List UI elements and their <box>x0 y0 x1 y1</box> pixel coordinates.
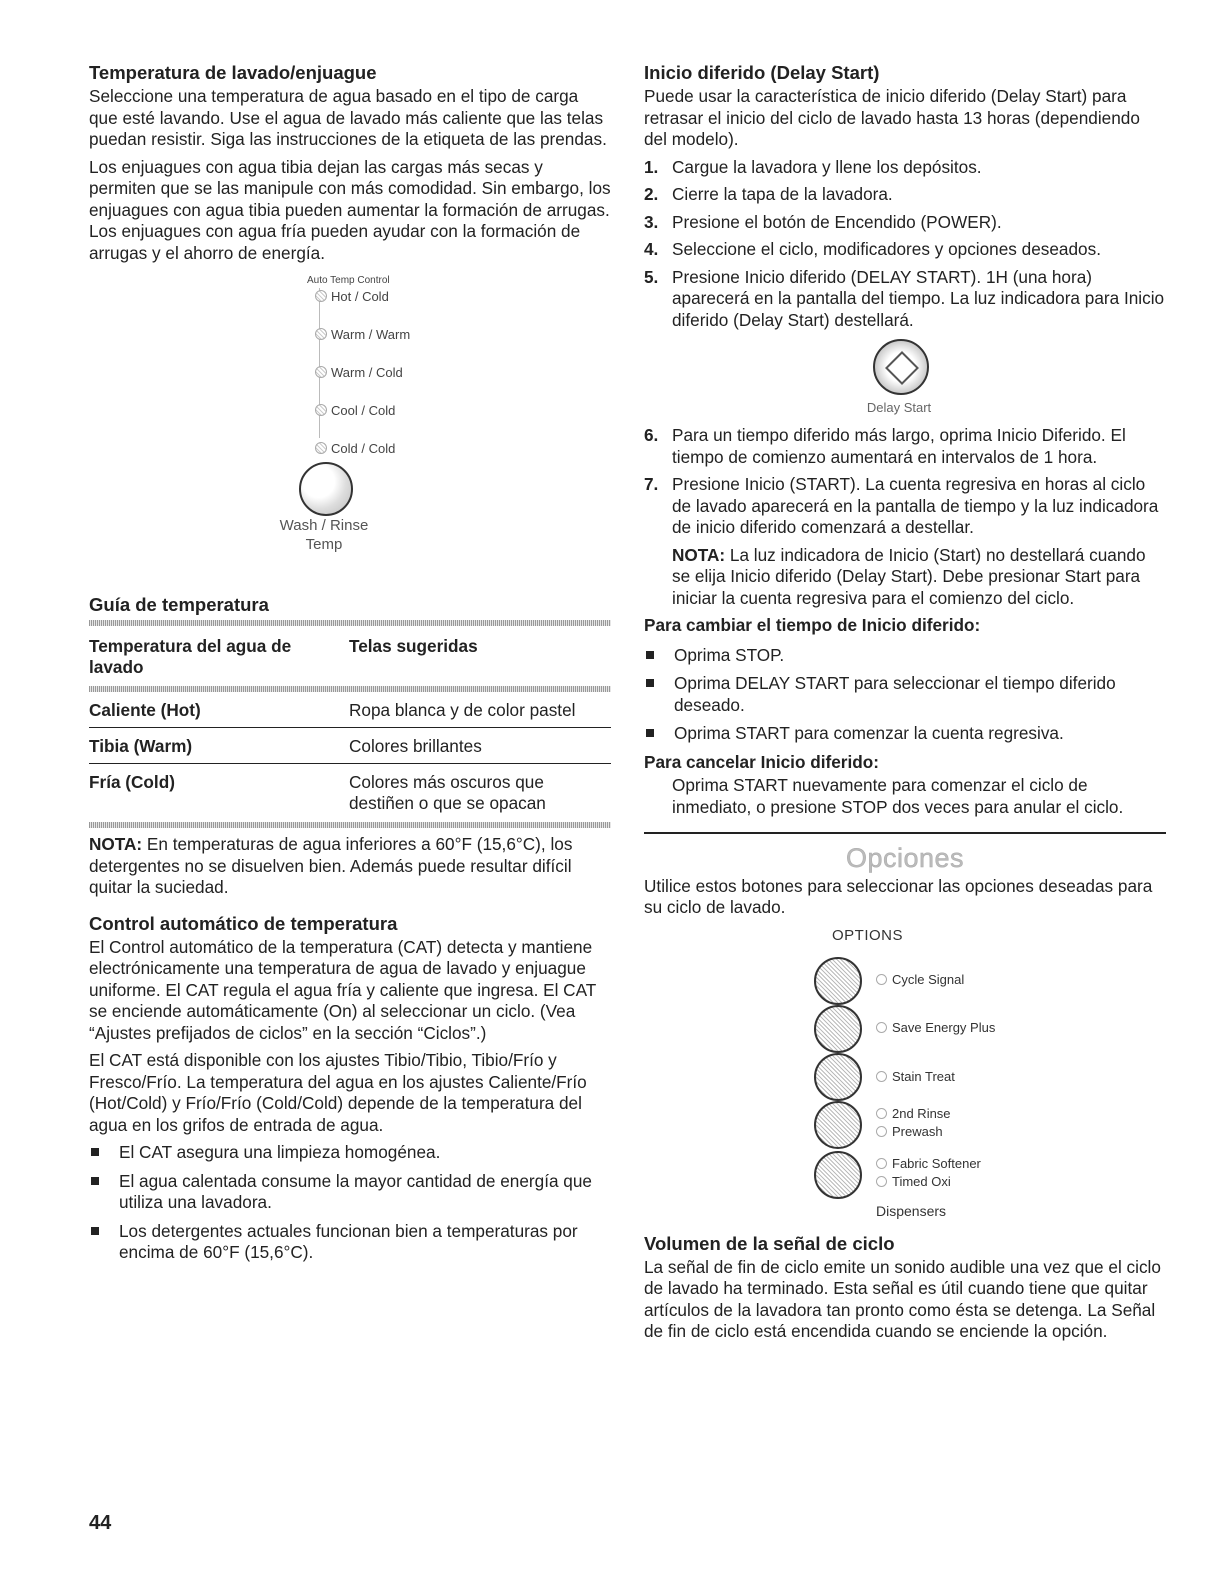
cancel-delay-heading: Para cancelar Inicio diferido: <box>644 751 879 772</box>
section-divider <box>644 832 1166 834</box>
list-item: 5. Presione Inicio diferido (DELAY START). 1H (una hora) aparecerá en la pantalla del tiempo. La luz indicadora para Inicio diferido (Delay Start) destellará. <box>644 266 1165 330</box>
list-item: 4. Seleccione el ciclo, modificadores y opciones deseados. <box>644 239 1101 259</box>
delay-start-steps <box>644 157 1166 332</box>
cat-paragraph-1: El Control automático de la temperatura (CAT) detecta y mantiene electrónicamente una temperatura de agua de lavado y enjuague uniforme. El CAT regula el agua fría y caliente que ingresa. El CAT se enciende automáticamente (On) al seleccionar un ciclo. (Vea “Ajustes prefijados de ciclos” en la sección “Ciclos”.) <box>89 936 596 1043</box>
clock-icon <box>885 351 919 385</box>
row-fabric: Colores más oscuros que destiñen o que se opacan <box>349 772 546 813</box>
delay-start-intro: Puede usar la característica de inicio diferido (Delay Start) para retrasar el inicio del ciclo de lavado hasta 13 horas (dependiendo del modelo). <box>644 86 1140 149</box>
guide-bottom-rule <box>89 822 611 828</box>
knob-label: Wash / Rinse Temp <box>279 517 369 553</box>
dispenser-labels: Fabric Softener Timed Oxi <box>876 1155 981 1191</box>
indicator-light-icon <box>315 290 327 302</box>
save-energy-button-icon <box>814 1005 862 1053</box>
indicator-light-icon <box>876 1071 887 1082</box>
table-row <box>89 764 611 821</box>
auto-temp-control-heading: Control automático de temperatura <box>89 912 398 934</box>
list-item: 6. Para un tiempo diferido más largo, oprima Inicio Diferido. El tiempo de comienzo aumentará en intervalos de 1 hora. <box>644 425 1126 467</box>
delay-start-figure <box>644 339 1166 417</box>
col-header-fabric: Telas sugeridas <box>349 636 478 656</box>
indicator-light-icon <box>876 1022 887 1033</box>
list-item: 3. Presione el botón de Encendido (POWER). <box>644 211 1002 232</box>
indicator-light-icon <box>315 366 327 378</box>
indicator-light-icon <box>315 404 327 416</box>
table-row <box>89 728 611 764</box>
opciones-intro: Utilice estos botones para seleccionar las opciones deseadas para su ciclo de lavado. <box>644 875 1153 917</box>
row-fabric: Colores brillantes <box>349 728 611 764</box>
delay-note: NOTA: La luz indicadora de Inicio (Start) no destellará cuando se elija Inicio diferido (Delay Start). Debe presionar Start para iniciar la cuenta regresiva para el comienzo del ciclo. <box>672 544 1146 608</box>
list-item: Oprima START para comenzar la cuenta regresiva. <box>644 723 1166 745</box>
temp-guide-heading: Guía de temperatura <box>89 594 269 615</box>
stain-treat-button-icon <box>814 1053 862 1101</box>
cycle-signal-heading: Volumen de la señal de ciclo <box>644 1232 895 1254</box>
indicator-light-icon <box>315 328 327 340</box>
row-temp: Caliente (Hot) <box>89 696 349 728</box>
list-item: 1. Cargue la lavadora y llene los depósitos. <box>644 156 982 177</box>
guide-note: NOTA: En temperaturas de agua inferiores a 60°F (15,6°C), los detergentes no se disuelven bien. Además puede resultar difícil quitar la suciedad. <box>89 834 573 897</box>
temp-guide-table <box>89 632 611 684</box>
cancel-delay-text: Oprima START nuevamente para comenzar el ciclo de inmediato, o presione STOP dos veces para anular el ciclo. <box>672 775 1124 817</box>
indicator-light-icon <box>876 1108 887 1119</box>
stain-treat-label: Stain Treat <box>876 1068 955 1086</box>
right-column <box>644 62 1166 1349</box>
option-warm-cold: Warm / Cold <box>315 362 403 384</box>
list-item: 2. Cierre la tapa de la lavadora. <box>644 184 893 204</box>
auto-temp-control-label: Auto Temp Control <box>307 275 390 286</box>
change-delay-heading: Para cambiar el tiempo de Inicio diferido: <box>644 615 981 635</box>
rinse-prewash-button-icon <box>814 1101 862 1149</box>
list-item: El agua calentada consume la mayor cantidad de energía que utiliza una lavadora. <box>89 1171 611 1214</box>
temperature-guide <box>89 594 611 899</box>
delay-start-fig-label: Delay Start <box>866 400 932 415</box>
dispensers-label: Dispensers <box>876 1202 947 1219</box>
option-hot-cold: Hot / Cold <box>315 286 389 308</box>
list-item: 7. Presione Inicio (START). La cuenta regresiva en horas al ciclo de lavado aparecerá en la pantalla de tiempo y la luz indicadora de inicio diferido comenzará a destellar. <box>644 474 1159 537</box>
change-delay-list <box>644 645 1166 745</box>
dispensers-button-icon <box>814 1151 862 1199</box>
list-item: Oprima STOP. <box>644 645 1166 667</box>
option-warm-warm: Warm / Warm <box>315 324 410 346</box>
row-temp: Fría (Cold) <box>89 772 175 792</box>
delay-start-steps-continued <box>644 425 1166 539</box>
list-item: El CAT asegura una limpieza homogénea. <box>89 1142 611 1164</box>
wash-rinse-temp-heading: Temperatura de lavado/enjuague <box>89 62 377 83</box>
col-header-temp: Temperatura del agua de lavado <box>89 636 292 677</box>
options-panel-figure <box>644 925 1166 1219</box>
save-energy-label: Save Energy Plus <box>876 1019 995 1037</box>
wash-temp-paragraph-1: Seleccione una temperatura de agua basado en el tipo de carga que esté lavando. Use el agua de lavado más caliente que las telas puedan resistir. Siga las instrucciones de la etiqueta de las prendas. <box>89 86 607 149</box>
options-panel-title: OPTIONS <box>832 926 904 944</box>
cycle-signal-label: Cycle Signal <box>876 971 964 989</box>
opciones-heading: Opciones <box>845 843 965 873</box>
indicator-light-icon <box>315 442 327 454</box>
cat-bullet-list <box>89 1142 611 1264</box>
delay-start-heading: Inicio diferido (Delay Start) <box>644 62 880 83</box>
cycle-signal-button-icon <box>814 957 862 1005</box>
guide-header-rule <box>89 686 611 692</box>
delay-start-button-icon <box>873 339 929 395</box>
table-header-row <box>89 632 611 684</box>
list-item: Oprima DELAY START para seleccionar el tiempo diferido deseado. <box>644 673 1166 716</box>
indicator-light-icon <box>876 1158 887 1169</box>
cat-paragraph-2: El CAT está disponible con los ajustes Tibio/Tibio, Tibio/Frío y Fresco/Frío. La temperatura del agua en los ajustes Caliente/Frío (Hot/Cold) y Frío/Frío (Cold/Cold) depende de la temperatura del agua en los grifos de entrada de agua. <box>89 1050 587 1135</box>
indicator-light-icon <box>876 1126 887 1137</box>
wash-rinse-temp-knob-icon <box>299 462 353 516</box>
page-number: 44 <box>89 1512 112 1534</box>
left-column <box>89 62 611 1271</box>
list-item: Los detergentes actuales funcionan bien a temperaturas por encima de 60°F (15,6°C). <box>89 1221 611 1264</box>
option-cool-cold: Cool / Cold <box>315 400 395 422</box>
cycle-signal-text: La señal de fin de ciclo emite un sonido audible una vez que el ciclo de lavado ha terminado. Esta señal es útil cuando tiene que quitar artículos de la lavadora tan pronto como ésta se detenga. La Señal de fin de ciclo está encendida cuando se enciende la opción. <box>644 1256 1161 1341</box>
row-temp: Tibia (Warm) <box>89 728 349 764</box>
indicator-light-icon <box>876 1176 887 1187</box>
row-fabric: Ropa blanca y de color pastel <box>349 696 611 728</box>
rinse-prewash-labels: 2nd Rinse Prewash <box>876 1105 951 1141</box>
temp-selector-figure <box>89 270 611 572</box>
temp-guide-body <box>89 696 611 820</box>
table-row <box>89 696 611 728</box>
option-cold-cold: Cold / Cold <box>315 438 395 460</box>
guide-top-rule <box>89 620 611 626</box>
wash-temp-paragraph-2: Los enjuagues con agua tibia dejan las cargas más secas y permiten que se las manipule con más comodidad. Sin embargo, los enjuagues con agua tibia pueden aumentar la formación de arrugas. Los enjuagues con agua fría pueden ayudar con la formación de arrugas y el ahorro de energía. <box>89 156 611 263</box>
indicator-light-icon <box>876 974 887 985</box>
